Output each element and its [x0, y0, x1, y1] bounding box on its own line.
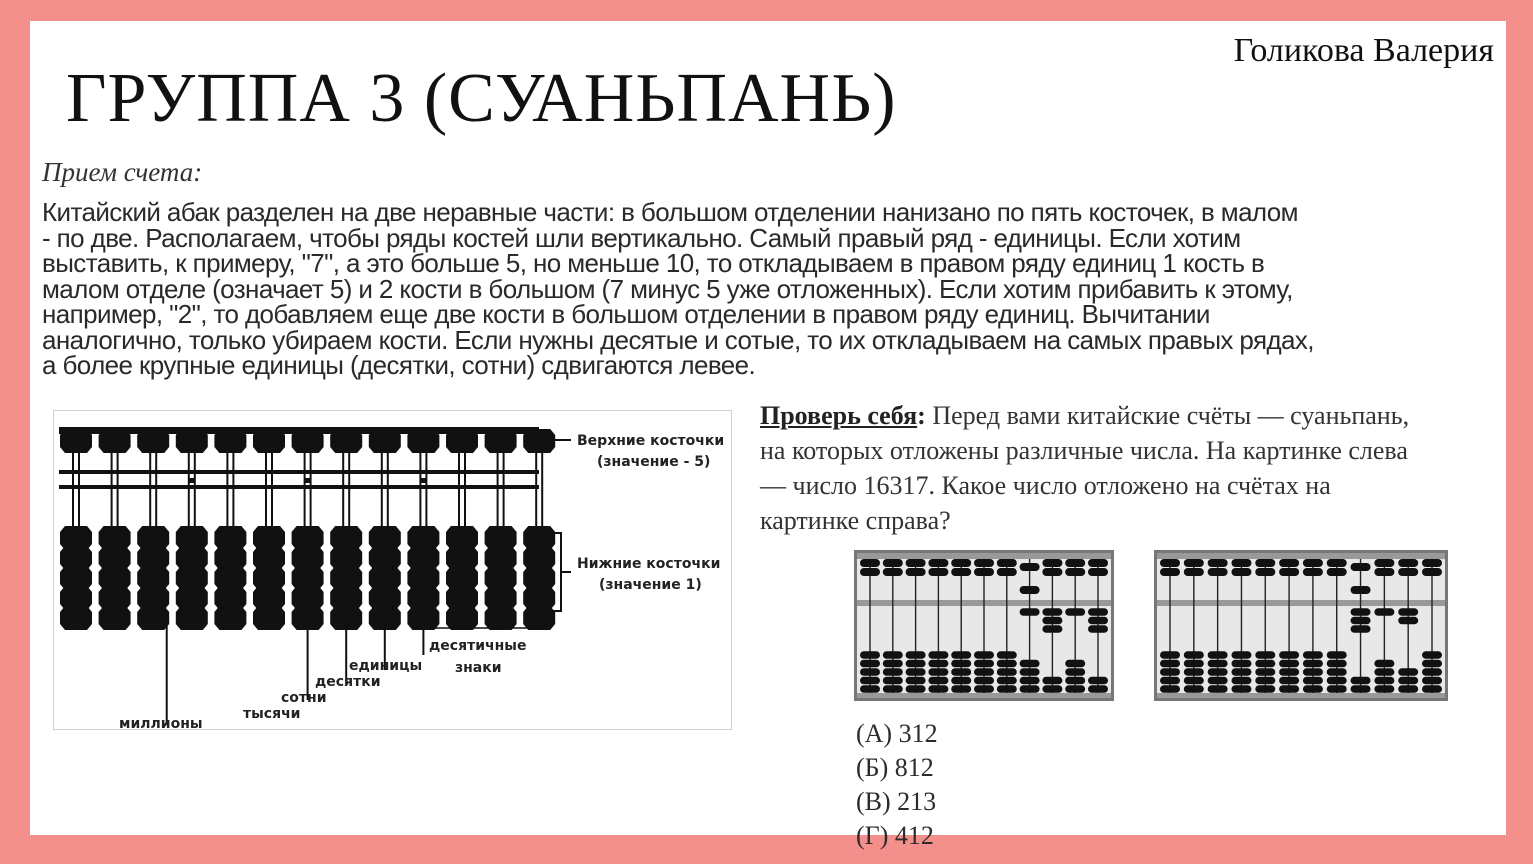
abacus-upper-bead: [1231, 559, 1251, 567]
abacus-lower-bead: [1422, 685, 1442, 693]
abacus-upper-bead: [1208, 559, 1228, 567]
abacus-lower-bead: [1042, 617, 1062, 625]
abacus-bottom-rail: [1157, 693, 1445, 698]
abacus-lower-bead: [951, 685, 971, 693]
abacus-upper-bead: [1327, 559, 1347, 567]
diagram-lower-bead: [137, 606, 169, 630]
abacus-lower-bead: [1231, 668, 1251, 676]
diagram-lower-bead: [60, 606, 92, 630]
diagram-lower-bead: [99, 606, 131, 630]
abacus-lower-bead: [1231, 677, 1251, 685]
millions-label: миллионы: [119, 716, 203, 732]
abacus-upper-bead: [1020, 563, 1040, 571]
abacus-lower-bead: [1327, 668, 1347, 676]
abacus-lower-bead: [1398, 608, 1418, 616]
abacus-lower-bead: [883, 660, 903, 668]
lower-beads-label: Нижние косточки: [577, 556, 721, 572]
abacus-upper-bead: [1422, 568, 1442, 576]
abacus-lower-bead: [974, 660, 994, 668]
abacus-lower-bead: [906, 677, 926, 685]
abacus-lower-bead: [906, 685, 926, 693]
abacus-lower-bead: [1020, 660, 1040, 668]
abacus-lower-bead: [860, 668, 880, 676]
abacus-upper-bead: [1374, 559, 1394, 567]
abacus-lower-bead: [883, 668, 903, 676]
answer-option-d[interactable]: (Г) 412: [856, 821, 934, 850]
abacus-lower-bead: [883, 677, 903, 685]
abacus-lower-bead: [1231, 660, 1251, 668]
hundreds-label: сотни: [281, 690, 327, 706]
abacus-upper-bead: [906, 568, 926, 576]
diagram-beam-top: [59, 470, 539, 474]
decimal-label-2: знаки: [455, 660, 502, 676]
check-line-3: — число 16317. Какое число отложено на счётах на: [760, 471, 1331, 500]
abacus-upper-bead: [860, 568, 880, 576]
abacus-lower-bead: [1160, 660, 1180, 668]
subheading: Прием счета:: [42, 157, 203, 187]
abacus-lower-bead: [1231, 685, 1251, 693]
abacus-lower-bead: [1303, 685, 1323, 693]
body-paragraph: [42, 197, 1462, 380]
slide: [30, 21, 1506, 850]
abacus-upper-bead: [1351, 563, 1371, 571]
abacus-lower-bead: [1160, 668, 1180, 676]
abacus-lower-bead: [860, 677, 880, 685]
abacus-upper-bead: [1160, 568, 1180, 576]
abacus-lower-bead: [1279, 685, 1299, 693]
abacus-upper-bead: [974, 568, 994, 576]
abacus-lower-bead: [1351, 625, 1371, 633]
slide-title: ГРУППА 3 (СУАНЬПАНЬ): [66, 60, 897, 137]
abacus-top-rail: [1157, 553, 1445, 559]
abacus-top-rail: [857, 553, 1111, 559]
abacus-upper-bead: [1088, 559, 1108, 567]
abacus-upper-bead: [906, 559, 926, 567]
abacus-diagram: [53, 410, 732, 730]
diagram-upper-bead: [292, 429, 324, 453]
abacus-lower-bead: [1160, 677, 1180, 685]
diagram-lower-bead: [176, 606, 208, 630]
body-line: например, "2", то добавляем еще две кости в большом отделении в правом ряду единиц. Вычитании: [42, 299, 1210, 329]
check-line-2: на которых отложены различные числа. На картинке слева: [760, 436, 1408, 465]
abacus-upper-bead: [1042, 559, 1062, 567]
abacus-lower-bead: [1422, 660, 1442, 668]
body-line: малом отделе (означает 5) и 2 кости в большом (7 минус 5 уже отложенных). Если хотим прибавить к этому,: [42, 273, 1293, 304]
abacus-upper-bead: [1351, 586, 1371, 594]
abacus-lower-bead: [883, 685, 903, 693]
abacus-lower-bead: [951, 651, 971, 659]
abacus-lower-bead: [1398, 685, 1418, 693]
abacus-upper-bead: [1398, 568, 1418, 576]
beam-marker: [420, 478, 426, 483]
abacus-lower-bead: [906, 651, 926, 659]
abacus-lower-bead: [1374, 668, 1394, 676]
abacus-upper-bead: [1303, 559, 1323, 567]
abacus-lower-bead: [951, 668, 971, 676]
abacus-left-image: [854, 550, 1114, 701]
abacus-lower-bead: [1303, 651, 1323, 659]
abacus-lower-bead: [1020, 677, 1040, 685]
diagram-lower-bead: [523, 606, 555, 630]
abacus-upper-bead: [1065, 568, 1085, 576]
decimal-label: десятичные: [429, 638, 527, 654]
abacus-lower-bead: [1351, 617, 1371, 625]
abacus-lower-bead: [1020, 608, 1040, 616]
abacus-lower-bead: [1279, 677, 1299, 685]
abacus-lower-bead: [1042, 608, 1062, 616]
answer-option-b[interactable]: (Б) 812: [856, 753, 934, 782]
answer-option-c[interactable]: (В) 213: [856, 787, 937, 816]
abacus-lower-bead: [860, 660, 880, 668]
abacus-upper-bead: [1160, 559, 1180, 567]
abacus-lower-bead: [997, 651, 1017, 659]
abacus-lower-bead: [1208, 677, 1228, 685]
abacus-lower-bead: [1255, 660, 1275, 668]
tens-label: десятки: [315, 674, 381, 690]
diagram-lower-bead: [446, 606, 478, 630]
diagram-beam-bottom: [59, 485, 539, 489]
diagram-upper-bead: [214, 429, 246, 453]
abacus-lower-bead: [1184, 685, 1204, 693]
abacus-lower-bead: [1374, 677, 1394, 685]
abacus-lower-bead: [1327, 677, 1347, 685]
abacus-lower-bead: [860, 685, 880, 693]
check-line-4: картинке справа?: [760, 506, 951, 535]
abacus-lower-bead: [1279, 651, 1299, 659]
abacus-lower-bead: [1398, 677, 1418, 685]
abacus-upper-bead: [1231, 568, 1251, 576]
abacus-lower-bead: [974, 668, 994, 676]
abacus-lower-bead: [1065, 660, 1085, 668]
body-line: а более крупные единицы (десятки, сотни) сдвигаются левее.: [42, 350, 756, 380]
abacus-lower-bead: [928, 677, 948, 685]
body-line: выставить, к примеру, "7", а это больше 5, но меньше 10, то откладываем в правом ряду единиц 1 кость в: [42, 248, 1265, 278]
abacus-lower-bead: [860, 651, 880, 659]
abacus-upper-bead: [997, 568, 1017, 576]
abacus-lower-bead: [1088, 625, 1108, 633]
abacus-lower-bead: [906, 660, 926, 668]
abacus-upper-bead: [1088, 568, 1108, 576]
abacus-lower-bead: [1184, 668, 1204, 676]
abacus-lower-bead: [997, 685, 1017, 693]
abacus-lower-bead: [928, 685, 948, 693]
abacus-lower-bead: [928, 668, 948, 676]
thousands-label: тысячи: [243, 706, 301, 722]
diagram-upper-bead: [60, 429, 92, 453]
abacus-lower-bead: [974, 651, 994, 659]
abacus-lower-bead: [1327, 660, 1347, 668]
abacus-upper-bead: [1279, 568, 1299, 576]
abacus-lower-bead: [1374, 608, 1394, 616]
abacus-lower-bead: [1020, 668, 1040, 676]
abacus-lower-bead: [1327, 685, 1347, 693]
abacus-lower-bead: [1422, 651, 1442, 659]
check-yourself-label: Проверь себя: [760, 401, 918, 430]
abacus-lower-bead: [1303, 660, 1323, 668]
abacus-lower-bead: [997, 668, 1017, 676]
abacus-upper-bead: [860, 559, 880, 567]
beam-marker: [305, 478, 311, 483]
body-line: - по две. Располагаем, чтобы ряды костей шли вертикально. Самый правый ряд - единицы. Если хотим: [42, 222, 1241, 253]
abacus-lower-bead: [1255, 668, 1275, 676]
abacus-lower-bead: [1065, 685, 1085, 693]
abacus-beam: [1157, 600, 1445, 606]
lower-beads-value: (значение 1): [599, 577, 702, 593]
abacus-upper-bead: [1255, 568, 1275, 576]
abacus-upper-bead: [974, 559, 994, 567]
diagram-lower-bead: [253, 606, 285, 630]
abacus-lower-bead: [1208, 651, 1228, 659]
abacus-lower-bead: [1351, 608, 1371, 616]
abacus-lower-bead: [1398, 668, 1418, 676]
abacus-upper-bead: [1279, 559, 1299, 567]
abacus-lower-bead: [974, 677, 994, 685]
abacus-lower-bead: [883, 651, 903, 659]
abacus-lower-bead: [1184, 677, 1204, 685]
diagram-lower-bead: [214, 606, 246, 630]
abacus-upper-bead: [1398, 559, 1418, 567]
abacus-lower-bead: [928, 651, 948, 659]
abacus-upper-bead: [1303, 568, 1323, 576]
diagram-upper-bead: [407, 429, 439, 453]
abacus-lower-bead: [1231, 651, 1251, 659]
diagram-upper-bead: [176, 429, 208, 453]
diagram-upper-bead: [137, 429, 169, 453]
author-name: Голикова Валерия: [1233, 32, 1494, 69]
abacus-lower-bead: [1208, 685, 1228, 693]
abacus-upper-bead: [1184, 568, 1204, 576]
abacus-lower-bead: [1088, 617, 1108, 625]
abacus-lower-bead: [1065, 677, 1085, 685]
diagram-upper-bead: [99, 429, 131, 453]
diagram-upper-bead: [446, 429, 478, 453]
abacus-upper-bead: [951, 559, 971, 567]
abacus-lower-bead: [951, 677, 971, 685]
body-line: Китайский абак разделен на две неравные части: в большом отделении нанизано по пять косточек, в малом: [42, 197, 1298, 227]
abacus-lower-bead: [906, 668, 926, 676]
abacus-upper-bead: [928, 568, 948, 576]
abacus-lower-bead: [974, 685, 994, 693]
body-line: аналогично, только убираем кости. Если нужны десятые и сотые, то их откладываем на самых правых рядах,: [42, 324, 1314, 355]
abacus-lower-bead: [1088, 608, 1108, 616]
abacus-lower-bead: [997, 660, 1017, 668]
abacus-lower-bead: [997, 677, 1017, 685]
abacus-lower-bead: [928, 660, 948, 668]
abacus-upper-bead: [1327, 568, 1347, 576]
abacus-upper-bead: [928, 559, 948, 567]
abacus-lower-bead: [1351, 685, 1371, 693]
abacus-lower-bead: [1208, 660, 1228, 668]
abacus-upper-bead: [1208, 568, 1228, 576]
abacus-lower-bead: [1184, 651, 1204, 659]
diagram-lower-bead: [485, 606, 517, 630]
diagram-upper-bead: [330, 429, 362, 453]
abacus-upper-bead: [883, 568, 903, 576]
diagram-upper-bead: [253, 429, 285, 453]
abacus-upper-bead: [883, 559, 903, 567]
check-text-1: Перед вами китайские счёты — суаньпань,: [925, 401, 1410, 430]
check-line-1: [760, 398, 1490, 433]
units-label: единицы: [349, 658, 423, 674]
abacus-lower-bead: [1303, 677, 1323, 685]
abacus-lower-bead: [1255, 685, 1275, 693]
upper-beads-label: Верхние косточки: [577, 433, 725, 449]
abacus-lower-bead: [1303, 668, 1323, 676]
abacus-lower-bead: [1042, 625, 1062, 633]
check-colon: :: [917, 401, 926, 430]
upper-beads-value: (значение - 5): [597, 454, 711, 470]
abacus-lower-bead: [1042, 677, 1062, 685]
diagram-upper-bead: [369, 429, 401, 453]
abacus-lower-bead: [1065, 668, 1085, 676]
abacus-lower-bead: [1208, 668, 1228, 676]
abacus-lower-bead: [1398, 617, 1418, 625]
answer-option-a[interactable]: (А) 312: [856, 719, 938, 748]
diagram-upper-bead: [485, 429, 517, 453]
abacus-upper-bead: [997, 559, 1017, 567]
abacus-lower-bead: [951, 660, 971, 668]
abacus-bottom-rail: [857, 693, 1111, 698]
abacus-lower-bead: [1279, 660, 1299, 668]
abacus-upper-bead: [1042, 568, 1062, 576]
abacus-upper-bead: [1255, 559, 1275, 567]
abacus-lower-bead: [1255, 651, 1275, 659]
abacus-lower-bead: [1020, 685, 1040, 693]
abacus-right-image: [1154, 550, 1448, 701]
abacus-lower-bead: [1422, 668, 1442, 676]
abacus-lower-bead: [1351, 677, 1371, 685]
abacus-lower-bead: [1327, 651, 1347, 659]
abacus-lower-bead: [1279, 668, 1299, 676]
abacus-lower-bead: [1065, 608, 1085, 616]
abacus-upper-bead: [1374, 568, 1394, 576]
check-yourself-block: [760, 398, 1490, 538]
abacus-lower-bead: [1160, 685, 1180, 693]
abacus-upper-bead: [1184, 559, 1204, 567]
answer-options: [856, 717, 938, 853]
abacus-upper-bead: [951, 568, 971, 576]
abacus-upper-bead: [1065, 559, 1085, 567]
abacus-upper-bead: [1422, 559, 1442, 567]
abacus-lower-bead: [1088, 685, 1108, 693]
beam-marker: [189, 478, 195, 483]
abacus-lower-bead: [1374, 660, 1394, 668]
abacus-lower-bead: [1042, 685, 1062, 693]
abacus-lower-bead: [1422, 677, 1442, 685]
abacus-lower-bead: [1255, 677, 1275, 685]
abacus-upper-bead: [1020, 586, 1040, 594]
abacus-lower-bead: [1160, 651, 1180, 659]
abacus-lower-bead: [1374, 685, 1394, 693]
abacus-lower-bead: [1184, 660, 1204, 668]
abacus-lower-bead: [1088, 677, 1108, 685]
